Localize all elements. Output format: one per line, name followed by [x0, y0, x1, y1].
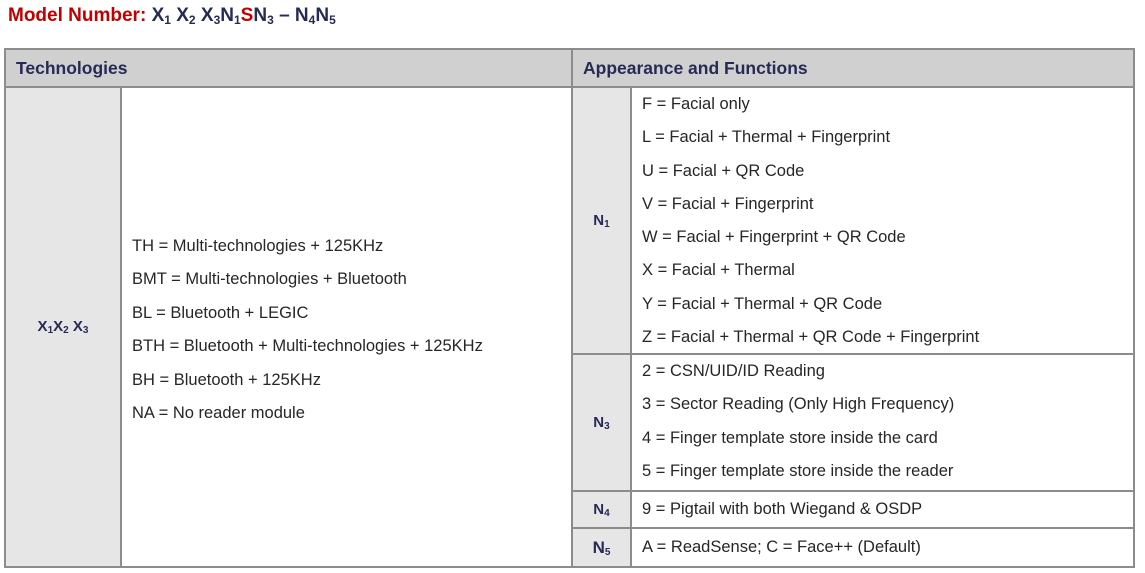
list-item: 4 = Finger template store inside the card: [642, 428, 938, 447]
key-n3: $N_3$: [573, 355, 630, 490]
list-item: V = Facial + Fingerprint: [642, 194, 814, 213]
list-item: W = Facial + Fingerprint + QR Code: [642, 228, 906, 247]
key-n5: $N_5$: [573, 529, 630, 566]
model-number-label: Model Number:: [8, 5, 147, 26]
list-item: 5 = Finger template store inside the reader: [642, 461, 954, 480]
list-item: BTH = Bluetooth + Multi-technologies + 125KHz: [132, 337, 483, 356]
list-item: 2 = CSN/UID/ID Reading: [642, 362, 825, 380]
model-number-code: $X_1$ $X_2$ $X_3N_1SN_3 - N_4N_5$: [151, 5, 336, 27]
list-item: NA = No reader module: [132, 403, 305, 422]
list-item: A = ReadSense; C = Face++ (Default): [642, 538, 921, 556]
key-x1x2x3: $X_1X_2$ $X_3$: [6, 88, 120, 566]
header-technologies: Technologies: [6, 50, 571, 86]
list-item: BH = Bluetooth + 125KHz: [132, 370, 321, 389]
list-item: BMT = Multi-technologies + Bluetooth: [132, 270, 407, 289]
page-title: [8, 5, 336, 27]
model-number-table: [4, 48, 1135, 568]
list-item: 9 = Pigtail with both Wiegand & OSDP: [642, 500, 923, 518]
divider: [120, 88, 122, 566]
list-item: BL = Bluetooth + LEGIC: [132, 303, 309, 322]
list-item: TH = Multi-technologies + 125KHz: [132, 237, 384, 255]
n5-options: [642, 529, 921, 566]
list-item: X = Facial + Thermal: [642, 261, 795, 280]
n4-options: [642, 492, 922, 527]
key-n4: $N_4$: [573, 492, 630, 527]
header-appearance-functions: Appearance and Functions: [573, 50, 1133, 86]
technologies-list: [132, 230, 483, 430]
key-n1: $N_1$: [573, 88, 630, 353]
list-item: Z = Facial + Thermal + QR Code + Fingerprint: [642, 328, 980, 347]
n3-options: [642, 355, 954, 488]
list-item: L = Facial + Thermal + Fingerprint: [642, 128, 891, 147]
list-item: U = Facial + QR Code: [642, 161, 805, 180]
n1-options: [642, 88, 979, 354]
list-item: Y = Facial + Thermal + QR Code: [642, 294, 883, 313]
list-item: 3 = Sector Reading (Only High Frequency): [642, 395, 955, 414]
list-item: F = Facial only: [642, 95, 750, 113]
divider: [630, 88, 632, 566]
